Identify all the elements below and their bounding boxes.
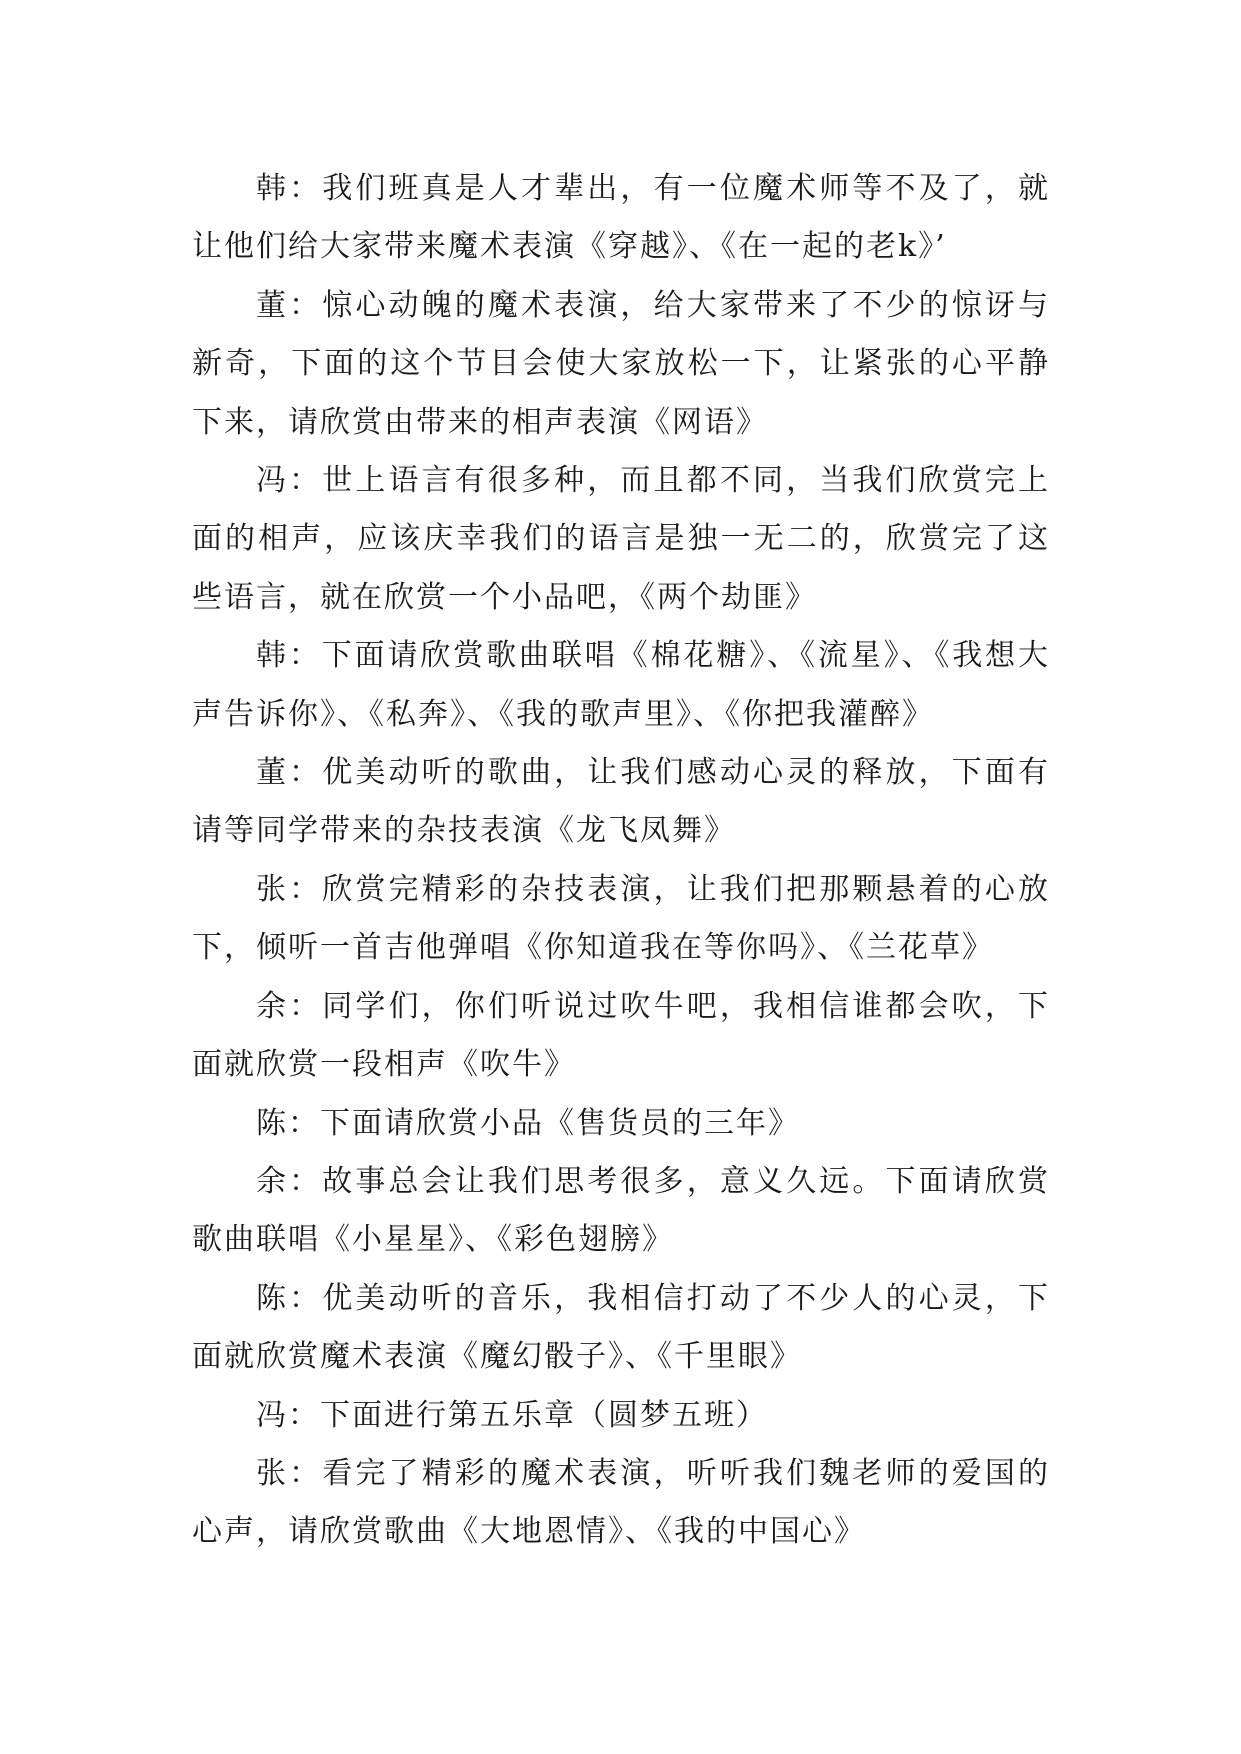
paragraph: 冯：世上语言有很多种，而且都不同，当我们欣赏完上面的相声，应该庆幸我们的语言是独一无二的，欣赏完了这些语言，就在欣赏一个小品吧，《两个劫匪》 bbox=[192, 463, 1050, 615]
paragraph: 余：故事总会让我们思考很多，意义久远。下面请欣赏歌曲联唱《小星星》、《彩色翅膀》 bbox=[192, 1163, 1050, 1258]
paragraph: 韩：我们班真是人才辈出，有一位魔术师等不及了，就让他们给大家带来魔术表演《穿越》、《在一起的老k》’ bbox=[192, 171, 1050, 265]
paragraph: 张：看完了精彩的魔术表演，听听我们魏老师的爱国的心声，请欣赏歌曲《大地恩情》、《我的中国心》 bbox=[192, 1455, 1050, 1550]
paragraph: 董：优美动听的歌曲，让我们感动心灵的释放，下面有请等同学带来的杂技表演《龙飞凤舞》 bbox=[192, 755, 1050, 849]
paragraph: 张：欣赏完精彩的杂技表演，让我们把那颗悬着的心放下，倾听一首吉他弹唱《你知道我在等你吗》、《兰花草》 bbox=[192, 871, 1050, 966]
document-body bbox=[192, 160, 1050, 1562]
paragraph: 陈：优美动听的音乐，我相信打动了不少人的心灵，下面就欣赏魔术表演《魔幻骰子》、《千里眼》 bbox=[192, 1280, 1050, 1375]
paragraph: 韩：下面请欣赏歌曲联唱《棉花糖》、《流星》、《我想大声告诉你》、《私奔》、《我的歌声里》、《你把我灌醉》 bbox=[192, 638, 1050, 732]
paragraph: 陈：下面请欣赏小品《售货员的三年》 bbox=[256, 1105, 800, 1141]
paragraph: 冯：下面进行第五乐章（圆梦五班） bbox=[256, 1397, 768, 1433]
paragraph: 董：惊心动魄的魔术表演，给大家带来了不少的惊讶与新奇，下面的这个节目会使大家放松一下，让紧张的心平静下来，请欣赏由带来的相声表演《网语》 bbox=[192, 287, 1050, 440]
paragraph: 余：同学们，你们听说过吹牛吧，我相信谁都会吹，下面就欣赏一段相声《吹牛》 bbox=[192, 988, 1050, 1083]
